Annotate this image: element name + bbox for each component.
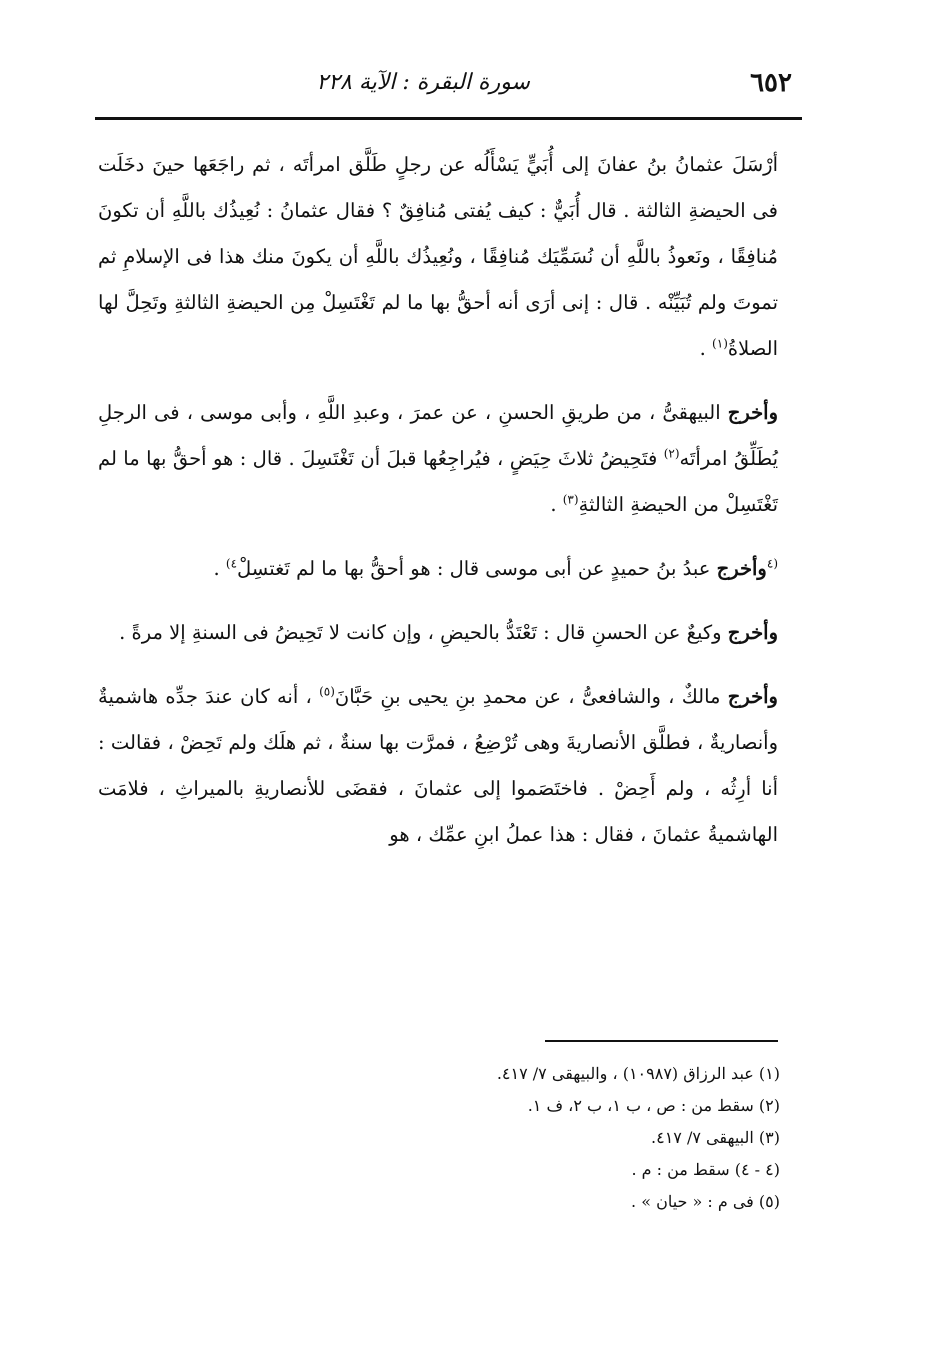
paragraph-text: مالكٌ ، والشافعىُّ ، عن محمدِ بنِ يحيى بنِ حَبَّانَ <box>334 685 728 708</box>
header-rule <box>95 117 802 120</box>
paragraph-1 <box>98 142 778 372</box>
paragraph-lead: وأخرج <box>727 685 778 708</box>
paragraph-tail: . <box>213 557 226 580</box>
paragraph-5 <box>98 674 778 858</box>
footnote-2: (٢) سقط من : ص ، ب ١، ب ٢، ف ١. <box>527 1096 780 1115</box>
paragraph-text: عبدُ بنُ حميدٍ عن أبى موسى قال : هو أحقُّ بها ما لم تَغتسِلْ <box>237 557 717 580</box>
footnotes <box>350 1058 780 1218</box>
paragraph-tail: فتَحِيضُ ثلاثَ حِيَضٍ ، فيُراجِعُها قبلَ أن تَغْتَسِلَ . قال : هو أحقُّ بها ما لم تَغْتَسِلْ من الحيضةِ الثالثةِ <box>98 447 778 516</box>
paragraph-text: وكيعٌ عن الحسنِ قال : تَعْتَدُّ بالحيضِ ، وإن كانت لا تَحِيضُ فى السنةِ إلا مرةً . <box>119 621 728 644</box>
footnote-5: (٥) فى م : « حيان » . <box>631 1192 780 1211</box>
footnote-1: (١) عبد الرزاق (١٠٩٨٧) ، والبيهقى ٧/ ٤١٧. <box>496 1064 780 1083</box>
footnote-ref: (٣) <box>562 492 579 507</box>
paragraph-lead: وأخرج <box>716 557 767 580</box>
paragraph-text: البيهقىُّ ، من طريقِ الحسنِ ، عن عمرَ ، وعبدِ اللَّهِ ، وأبى موسى ، فى الرجلِ يُطَلِّقُ امرأتَه <box>98 401 779 470</box>
footnote-4: (٤ - ٤) سقط من : م . <box>631 1160 780 1179</box>
page-number: ٦٥٢ <box>750 68 792 98</box>
paragraph-2 <box>98 390 778 528</box>
paragraph-lead: وأخرج <box>727 401 778 424</box>
running-title: سورة البقرة : الآية ٢٢٨ <box>316 70 530 95</box>
paragraph-lead: وأخرج <box>727 621 778 644</box>
footnote-rule <box>545 1040 778 1042</box>
footnote-ref: (١) <box>712 336 728 351</box>
page-header <box>95 60 800 110</box>
paragraph-tail: ، أنه كان عندَ جدِّه هاشميةٌ وأنصاريةٌ ، فطلَّق الأنصاريةَ وهى تُرْضِعُ ، فمرَّت بها سنةٌ ، ثم هلَك ولم تَحِضْ ، فقالت : أنا أرِثُه ، ولم أَحِضْ . فاختَصَموا إلى عثمانَ ، فقضَى للأنصاريةِ بالميراثِ ، فلامَت الهاشميةُ عثمانَ ، فقال : هذا عملُ ابنِ عمِّك ، هو <box>98 685 778 846</box>
footnote-3: (٣) البيهقى ٧/ ٤١٧. <box>651 1128 780 1147</box>
footnote-ref: (٤ <box>766 556 778 571</box>
paragraph-text: أرْسَلَ عثمانُ بنُ عفانَ إلى أُبَيٍّ يَسْأَلُه عن رجلٍ طَلَّق امرأتَه ، ثم راجَعَها حينَ دخَلَت فى الحيضةِ الثالثة . قال أُبَيٌّ : كيف يُفتى مُنافِقٌ ؟ فقال عثمانُ : نُعِيذُك باللَّهِ أن تكونَ مُنافِقًا ، ونَعوذُ باللَّهِ أن نُسَمِّيَك مُنافِقًا ، ونُعِيذُك باللَّهِ أن يكونَ منك هذا فى الإسلامِ ثم تموتَ ولم تُبَيِّنْه . قال : إنى أرَى أنه أحقُّ بها ما لم تَغْتَسِلْ مِن الحيضةِ الثالثةِ وتَحِلَّ لها الصلاةُ <box>98 153 778 360</box>
paragraph-4 <box>98 610 778 656</box>
footnote-ref: ٤) <box>225 556 238 571</box>
paragraph-tail: . <box>550 493 563 516</box>
footnote-ref: (٢) <box>663 446 680 461</box>
footnote-ref: (٥) <box>319 684 335 699</box>
main-text <box>98 142 778 876</box>
paragraph-3 <box>98 546 778 592</box>
paragraph-tail: . <box>699 337 713 360</box>
